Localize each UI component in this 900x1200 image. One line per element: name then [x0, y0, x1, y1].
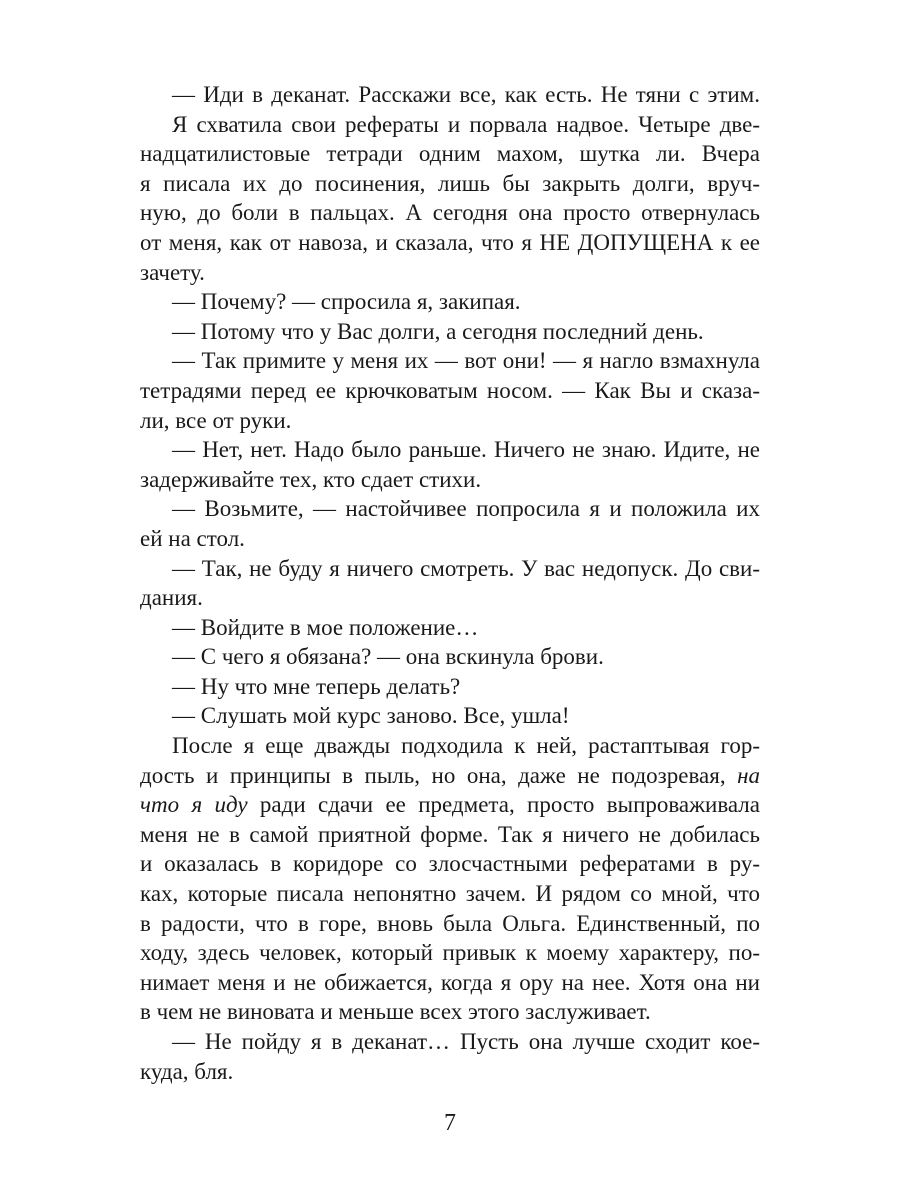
text-line: зачету. — [140, 259, 205, 285]
text-line: я писала их до посинения, лишь бы закрыть долги, вруч- — [140, 170, 760, 196]
text-line: После я еще дважды подходила к ней, растаптывая гор- — [172, 733, 760, 759]
text-segment: дость и принципы в пыль, но она, даже не подозревая, — [140, 762, 726, 788]
text-line: — Иди в деканат. Расскажи все, как есть. Не тяни с этим. — [172, 82, 760, 107]
text-line: нимает меня и не обижается, когда я ору на нее. Хотя она ни — [140, 969, 760, 995]
text-line: ную, до боли в пальцах. А сегодня она просто отвернулась — [140, 200, 760, 226]
text-line: — Войдите в мое положение… — [172, 614, 479, 640]
text-line: ходу, здесь человек, который привык к моему характеру, по- — [140, 940, 760, 966]
text-line: — Почему? — спросила я, закипая. — [172, 289, 521, 315]
text-line — [140, 790, 760, 820]
text-line: надцатилистовые тетради одним махом, шутка ли. Вчера — [140, 141, 760, 167]
text-line: и оказалась в коридоре со злосчастными рефератами в ру- — [140, 851, 760, 877]
text-line: дания. — [140, 585, 203, 611]
text-line: ках, которые писала непонятно зачем. И рядом со мной, что — [140, 881, 760, 907]
text-line: — Не пойду я в деканат… Пусть она лучше сходит кое- — [172, 1029, 760, 1054]
text-line: меня не в самой приятной форме. Так я ничего не добилась — [140, 821, 760, 847]
text-line: — Нет, нет. Надо было раньше. Ничего не знаю. Идите, не — [172, 437, 760, 463]
text-line: тетрадями перед ее крючковатым носом. — Как Вы и сказа- — [140, 377, 760, 403]
text-line: — Потому что у Вас долги, а сегодня последний день. — [172, 318, 704, 344]
text-line: — Ну что мне теперь делать? — [172, 673, 461, 699]
text-line: — Слушать мой курс заново. Все, ушла! — [172, 703, 570, 729]
text-line: от меня, как от навоза, и сказала, что я НЕ ДОПУЩЕНА к ее — [140, 229, 760, 255]
text-line: — Возьмите, — настойчивее попросила я и положила их — [172, 496, 760, 522]
text-line: в чем не виновата и меньше всех этого заслуживает. — [140, 999, 651, 1025]
text-segment: ради сдачи ее предмета, просто выпроваживала — [259, 792, 760, 818]
text-line: — Так примите у меня их — вот они! — я нагло взмахнула — [172, 348, 760, 374]
italic-phrase: что я иду — [140, 792, 248, 818]
page-number: 7 — [444, 1110, 456, 1136]
text-line: ей на стол. — [140, 525, 245, 551]
italic-phrase: на — [737, 762, 761, 788]
text-line: ли, все от руки. — [140, 407, 292, 433]
page-text-block — [140, 80, 760, 1086]
text-line: — Так, не буду я ничего смотреть. У вас недопуск. До сви- — [172, 555, 760, 581]
text-line: — С чего я обязана? — она вскинула брови. — [172, 644, 604, 670]
text-line: задерживайте тех, кто сдает стихи. — [140, 466, 482, 492]
text-line — [140, 761, 760, 791]
text-line: Я схватила свои рефераты и порвала надвое. Четыре две- — [172, 111, 760, 137]
text-line: куда, бля. — [140, 1058, 234, 1084]
text-line: в радости, что в горе, вновь была Ольга. Единственный, по — [140, 910, 760, 936]
